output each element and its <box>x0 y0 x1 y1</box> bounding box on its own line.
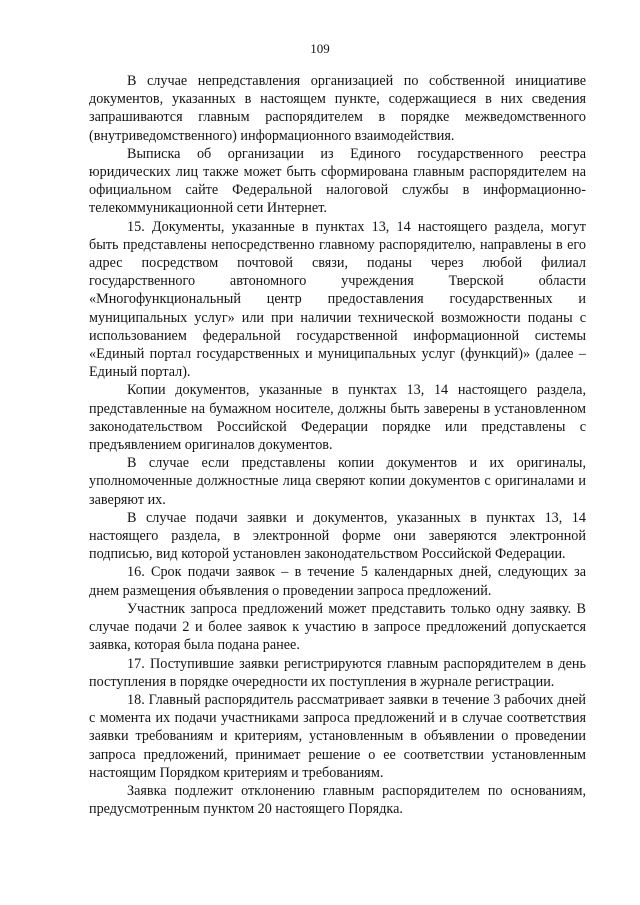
paragraph: Выписка об организации из Единого государственного реестра юридических лиц также может быть сформирована главным распорядителем на официальном сайте Федеральной налоговой службы в информационно-телекоммуникационной сети Интернет. <box>89 145 586 217</box>
paragraph: В случае подачи заявки и документов, указанных в пунктах 13, 14 настоящего раздела, в электронной форме они заверяются электронной подписью, вид которой установлен законодательством Российской Федерации. <box>89 509 586 563</box>
paragraph: 17. Поступившие заявки регистрируются главным распорядителем в день поступления в порядке очередности их поступления в журнале регистрации. <box>89 655 586 690</box>
paragraph: 18. Главный распорядитель рассматривает заявки в течение 3 рабочих дней с момента их подачи участниками запроса предложений и в случае соответствия заявки требованиям и критериям, установленным в объявлении о проведении запроса предложений, принимает решение о ее соответствии установленным настоящим Порядком критериям и требованиям. <box>89 691 586 781</box>
paragraph: В случае непредставления организацией по собственной инициативе документов, указанных в настоящем пункте, содержащиеся в них сведения запрашиваются главным распорядителем в порядке межведомственного (внутриведомственного) информационного взаимодействия. <box>89 73 586 144</box>
paragraph: Копии документов, указанные в пунктах 13, 14 настоящего раздела, представленные на бумажном носителе, должны быть заверены в установленном законодательством Российской Федерации порядке или представлены с предъявлением оригиналов документов. <box>89 382 586 454</box>
document-body <box>89 72 586 818</box>
paragraph: 15. Документы, указанные в пунктах 13, 14 настоящего раздела, могут быть представлены непосредственно главному распорядителю, направлены в его адрес посредством почтовой связи, поданы через любой филиал государственного автономного учреждения Тверской области «Многофункциональный центр предоставления государственных и муниципальных услуг» или при наличии технической возможности поданы с использованием федеральной государственной информационной системы «Единый портал государственных и муниципальных услуг (функций)» (далее – Единый портал). <box>89 218 586 381</box>
paragraph: Участник запроса предложений может представить только одну заявку. В случае подачи 2 и более заявок к участию в запросе предложений допускается заявка, которая была подана ранее. <box>89 600 586 654</box>
paragraph: В случае если представлены копии документов и их оригиналы, уполномоченные должностные лица сверяют копии документов с оригиналами и заверяют их. <box>89 455 586 508</box>
page-number: 109 <box>310 41 330 56</box>
paragraph: 16. Срок подачи заявок – в течение 5 календарных дней, следующих за днем размещения объявления о проведении запроса предложений. <box>89 564 586 599</box>
paragraph: Заявка подлежит отклонению главным распорядителем по основаниям, предусмотренным пунктом 20 настоящего Порядка. <box>89 782 586 818</box>
